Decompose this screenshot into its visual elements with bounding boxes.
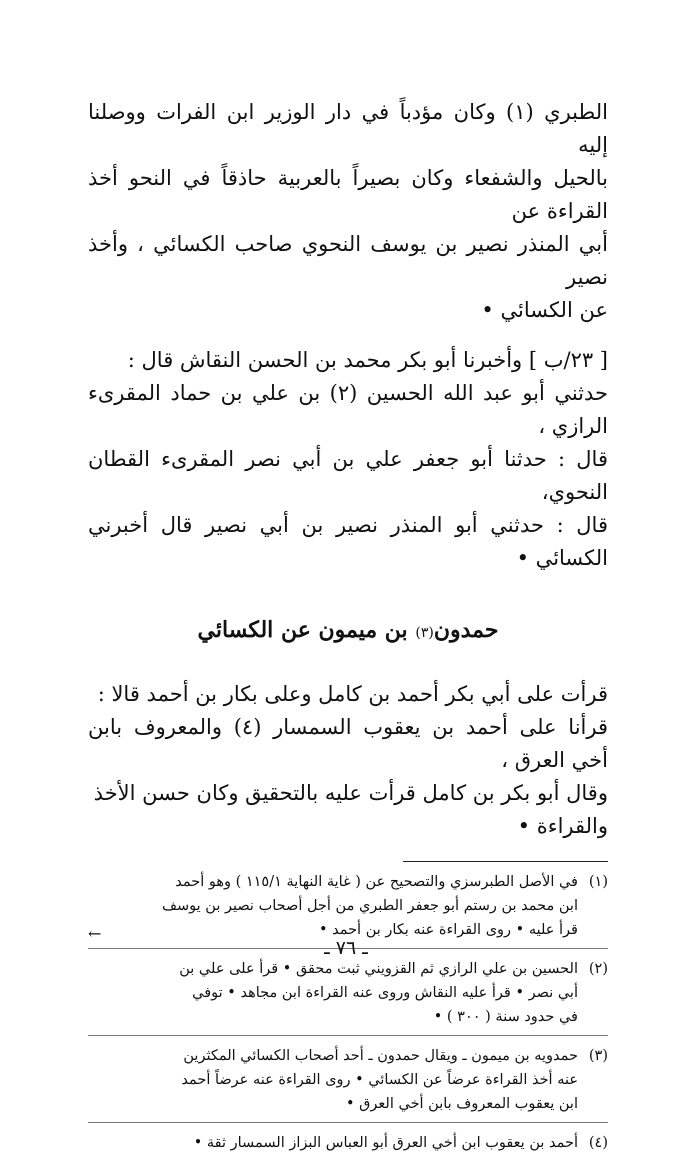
text-line: حدثني أبو عبد الله الحسين (٢) بن علي بن حماد المقرىء الرازي ،: [88, 381, 609, 438]
footnote-line: في الأصل الطبرسزي والتصحيح عن ( غاية النهاية ١١٥/١ ) وهو أحمد: [175, 874, 578, 890]
heading-part-1: حمدون: [433, 617, 499, 643]
footnote-line: في حدود سنة ( ٣٠٠ ) •: [433, 1009, 578, 1025]
footnote-text: [88, 1044, 578, 1116]
footnote-line: ابن محمد بن رستم أبو جعفر الطبري من أجل أصحاب نصير بن يوسف: [162, 898, 578, 914]
footnote-number: (١): [588, 874, 608, 890]
footnote-line: عنه أخذ القراءة عرضاً عن الكسائي • روى القراءة عنه عرضاً أحمد: [181, 1072, 578, 1088]
section-heading: [88, 615, 608, 648]
footnote-line: أبي نصر • قرأ عليه النقاش وروى عنه القراءة ابن مجاهد • توفي: [192, 985, 578, 1001]
continuation-arrow-icon: ←: [88, 924, 102, 943]
footnote-3: [88, 1044, 608, 1116]
footnote-text: [88, 1131, 578, 1155]
footnote-number: (٣): [588, 1048, 608, 1064]
footnote-separator: [88, 1122, 608, 1123]
text-line: بالحيل والشفعاء وكان بصيراً بالعربية حاذقاً في النحو أخذ القراءة عن: [88, 166, 608, 223]
text-line: قال : حدثنا أبو جعفر علي بن أبي نصر المقرىء القطان النحوي،: [88, 447, 608, 504]
footnotes-divider: [403, 861, 608, 862]
text-line: وقال أبو بكر بن كامل قرأت عليه بالتحقيق وكان حسن الأخذ: [93, 781, 608, 805]
footnote-number: (٤): [588, 1135, 608, 1151]
text-line: أبي المنذر نصير بن يوسف النحوي صاحب الكسائي ، وأخذ نصير: [88, 232, 608, 289]
footnote-line: أحمد بن يعقوب ابن أخي العرق أبو العباس البزاز السمسار ثقة •: [193, 1135, 578, 1151]
footnote-number: (٢): [588, 961, 608, 977]
heading-note-ref: (٣): [415, 625, 434, 641]
paragraph-2: [88, 344, 608, 575]
footnote-4: [88, 1131, 608, 1155]
paragraph-3: [88, 678, 608, 843]
footnote-text: [88, 957, 578, 1029]
footnote-line: ابن يعقوب المعروف بابن أخي العرق •: [346, 1096, 578, 1112]
text-line: عن الكسائي •: [481, 298, 608, 322]
footnote-2: [88, 957, 608, 1029]
text-line: قرأت على أبي بكر أحمد بن كامل وعلى بكار بن أحمد قالا :: [97, 682, 608, 706]
text-line: الطبري (١) وكان مؤدباً في دار الوزير ابن الفرات ووصلنا إليه: [88, 100, 608, 157]
text-line: [ ٢٣/ب ] وأخبرنا أبو بكر محمد بن الحسن النقاش قال :: [127, 348, 608, 372]
heading-part-2: بن ميمون عن الكسائي: [197, 617, 408, 643]
paragraph-1: [88, 96, 608, 327]
text-line: قال : حدثني أبو المنذر نصير بن أبي نصير قال أخبرني الكسائي •: [88, 513, 608, 570]
footnote-separator: [88, 1035, 608, 1036]
page-number: ـ ٧٦ ـ: [324, 937, 368, 959]
footnote-text: [88, 870, 578, 942]
text-line: قرأنا على أحمد بن يعقوب السمسار (٤) والمعروف بابن أخي العرق ،: [88, 715, 609, 772]
footnote-line: قرأ عليه • روى القراءة عنه بكار بن أحمد •: [318, 922, 578, 938]
footnote-1: [88, 870, 608, 942]
text-line: والقراءة •: [517, 814, 608, 838]
footnote-line: حمدويه بن ميمون ـ ويقال حمدون ـ أحد أصحاب الكسائي المكثرين: [183, 1048, 578, 1064]
footnote-line: الحسين بن علي الرازي ثم القزويني ثبت محقق • قرأ على علي بن: [179, 961, 578, 977]
